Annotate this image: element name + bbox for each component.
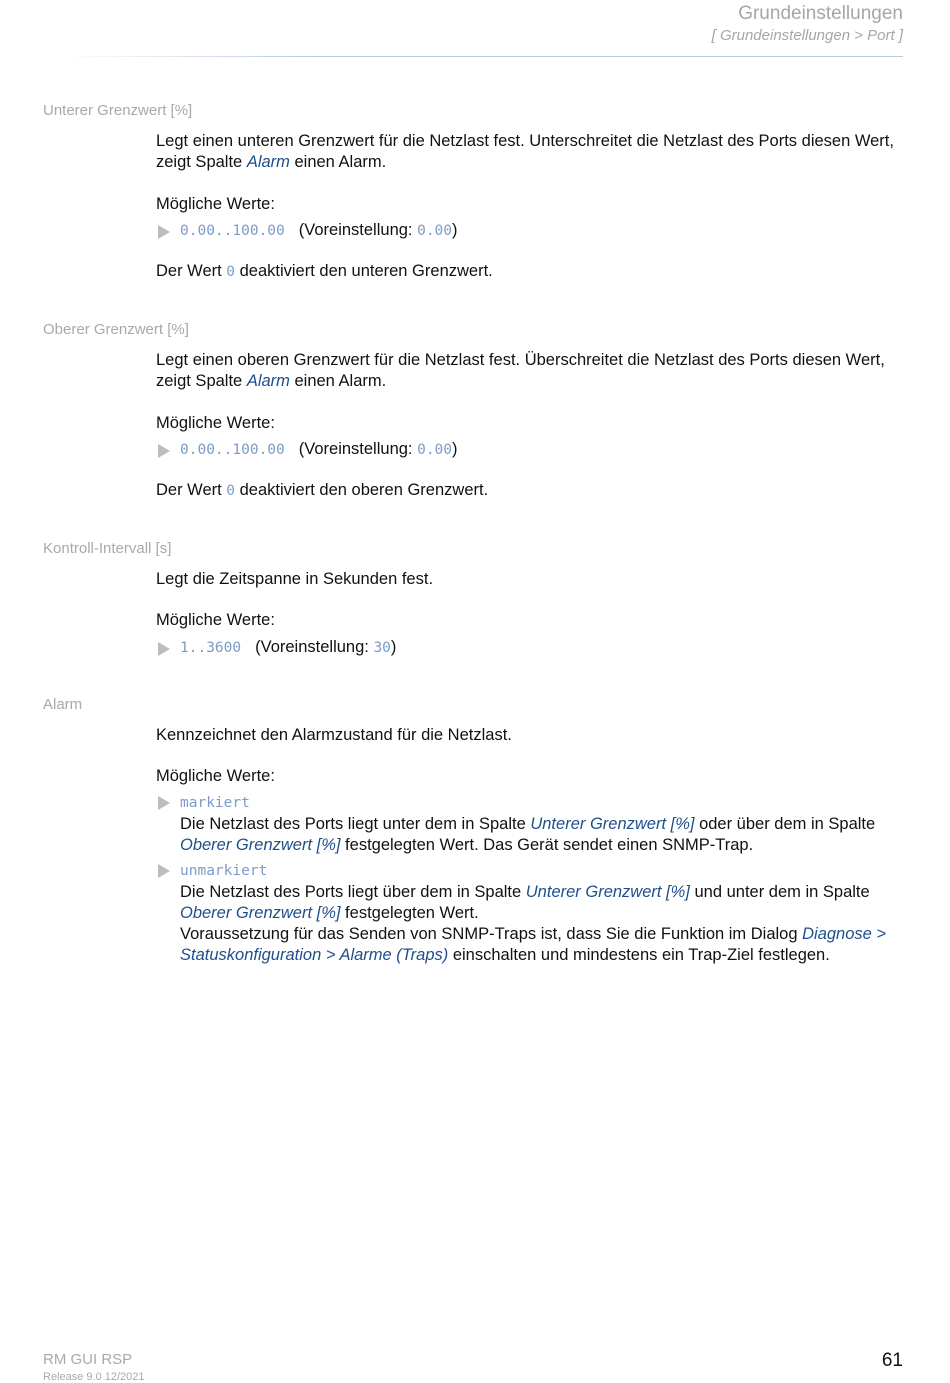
lower-threshold-description: Legt einen unteren Grenzwert für die Netzlast fest. Unterschreitet die Netzlast des Ports diesen Wert, zeigt Spalte Alarm einen Alarm. [156,132,894,171]
breadcrumb: [ Grundeinstellungen > Port ] [711,27,903,44]
section-label-check-interval: Kontroll-Intervall [s] [43,540,172,557]
upper-threshold-value-range: 0.00..100.00 (Voreinstellung: 0.00) [156,439,458,461]
alarm-column-link[interactable]: Alarm [246,372,290,390]
possible-values-heading: Mögliche Werte: [156,611,275,629]
value-range: 0.00..100.00 [180,223,285,239]
header-divider [60,56,903,57]
value-range: 1..3600 [180,640,242,656]
bullet-triangle-icon [158,864,170,878]
value-term-unmarked: unmarkiert [180,863,268,879]
upper-threshold-column-link[interactable]: Oberer Grenzwert [%] [180,836,341,854]
possible-values-heading: Mögliche Werte: [156,767,275,785]
section-label-lower-threshold: Unterer Grenzwert [%] [43,102,193,119]
document-name: RM GUI RSP [43,1351,133,1368]
possible-values-heading: Mögliche Werte: [156,195,275,213]
chapter-title: Grundeinstellungen [738,3,903,24]
bullet-triangle-icon [158,642,170,656]
alarm-column-link[interactable]: Alarm [246,153,290,171]
lower-threshold-column-link[interactable]: Unterer Grenzwert [%] [525,883,690,901]
value-term-marked: markiert [180,795,250,811]
default-value: 0.00 [417,442,453,458]
upper-threshold-description: Legt einen oberen Grenzwert für die Netzlast fest. Überschreitet die Netzlast des Ports diesen Wert, zeigt Spalte Alarm einen Alarm. [156,351,885,390]
upper-threshold-column-link[interactable]: Oberer Grenzwert [%] [180,904,341,922]
bullet-triangle-icon [158,444,170,458]
lower-threshold-note: Der Wert 0 deaktiviert den unteren Grenzwert. [156,262,493,280]
page-number: 61 [881,1350,903,1371]
alarm-value-marked: markiert Die Netzlast des Ports liegt unter dem in Spalte Unterer Grenzwert [%] oder über dem in Spalte Oberer Grenzwert [%] festgelegten Wert. Das Gerät sendet einen SNMP-Trap. [156,793,906,856]
alarm-value-unmarked: unmarkiert Die Netzlast des Ports liegt über dem in Spalte Unterer Grenzwert [%] und unter dem in Spalte Oberer Grenzwert [%] festgelegten Wert. Voraussetzung für das Senden von SNMP-Traps ist, dass Sie die Funktion im Dialog Diagnose > Statuskonfiguration > Alarme (Traps) einschalten und mindestens ein Trap-Ziel festlegen. [156,861,906,966]
check-interval-value-range: 1..3600 (Voreinstellung: 30) [156,637,396,659]
default-value: 30 [373,640,391,656]
value-range: 0.00..100.00 [180,442,285,458]
possible-values-heading: Mögliche Werte: [156,414,275,432]
bullet-triangle-icon [158,796,170,810]
lower-threshold-value-range: 0.00..100.00 (Voreinstellung: 0.00) [156,220,458,242]
alarm-description: Kennzeichnet den Alarmzustand für die Netzlast. [156,726,512,744]
status-config-dialog-link[interactable]: Diagnose > Statuskonfiguration > Alarme (Traps) [180,925,887,964]
section-label-alarm: Alarm [43,696,83,713]
release-info: Release 9.0 12/2021 [43,1371,145,1383]
upper-threshold-note: Der Wert 0 deaktiviert den oberen Grenzwert. [156,481,489,499]
check-interval-description: Legt die Zeitspanne in Sekunden fest. [156,570,434,588]
default-value: 0.00 [417,223,453,239]
bullet-triangle-icon [158,225,170,239]
lower-threshold-column-link[interactable]: Unterer Grenzwert [%] [530,815,695,833]
section-label-upper-threshold: Oberer Grenzwert [%] [43,321,189,338]
